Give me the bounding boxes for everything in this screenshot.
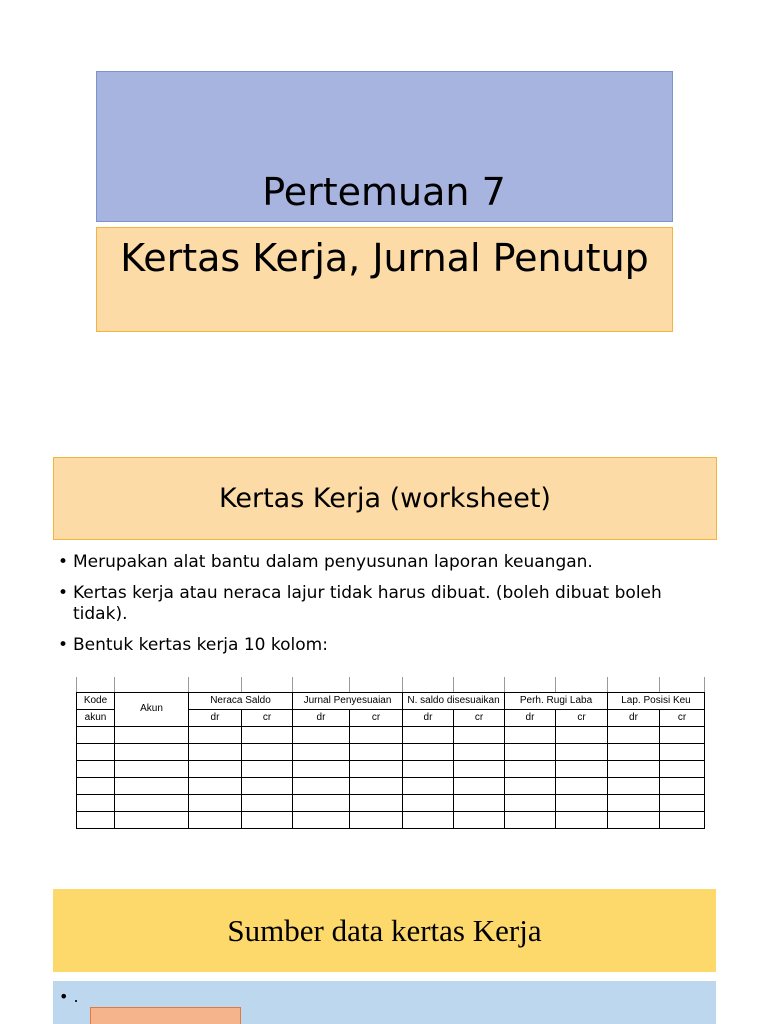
bullet-dot: •	[58, 552, 69, 572]
header-dr: dr	[505, 709, 556, 726]
header-rugi-laba: Perh. Rugi Laba	[505, 692, 608, 709]
bullet-text: Merupakan alat bantu dalam penyusunan laporan keuangan.	[73, 552, 593, 572]
header-dr: dr	[189, 709, 242, 726]
table-row	[77, 811, 705, 828]
worksheet-bullets	[58, 552, 710, 666]
header-cr: cr	[660, 709, 705, 726]
sumber-data-heading: Sumber data kertas Kerja	[53, 889, 716, 972]
header-cr: cr	[242, 709, 293, 726]
header-cr: cr	[556, 709, 608, 726]
header-cr: cr	[454, 709, 505, 726]
slide-subtitle: Kertas Kerja, Jurnal Penutup	[120, 236, 649, 280]
header-dr: dr	[608, 709, 660, 726]
worksheet-table	[76, 677, 705, 829]
table-row	[77, 760, 705, 777]
header-posisi-keu: Lap. Posisi Keu	[608, 692, 705, 709]
header-akun-2: akun	[77, 709, 115, 726]
list-item	[58, 635, 710, 656]
slide-title: Pertemuan 7	[262, 170, 506, 214]
list-item	[58, 583, 710, 625]
header-kode: Kode	[77, 692, 115, 709]
header-neraca-saldo: Neraca Saldo	[189, 692, 293, 709]
table-row	[77, 743, 705, 760]
list-item	[58, 552, 710, 573]
subtitle-box	[96, 227, 673, 332]
bullet-text: Kertas kerja atau neraca lajur tidak harus dibuat. (boleh dibuat boleh tidak).	[73, 583, 662, 624]
table-header-row	[77, 692, 705, 709]
bullet-text: Bentuk kertas kerja 10 kolom:	[73, 635, 328, 655]
bullet-text: • .	[59, 987, 79, 1006]
bullet-dot-text: .	[73, 987, 79, 1006]
header-dr: dr	[403, 709, 454, 726]
bullet-dot: •	[58, 583, 69, 603]
header-dr: dr	[293, 709, 350, 726]
header-cr: cr	[350, 709, 403, 726]
bullet-dot: •	[58, 635, 69, 655]
sumber-data-body	[53, 981, 716, 1024]
table-row	[77, 794, 705, 811]
diagram-box	[90, 1007, 241, 1024]
table-row	[77, 726, 705, 743]
table-row	[77, 777, 705, 794]
table-row	[77, 677, 705, 692]
header-akun: Akun	[115, 692, 189, 726]
header-jurnal-penyesuaian: Jurnal Penyesuaian	[293, 692, 403, 709]
header-n-saldo: N. saldo disesuaikan	[403, 692, 505, 709]
worksheet-heading: Kertas Kerja (worksheet)	[53, 457, 717, 540]
